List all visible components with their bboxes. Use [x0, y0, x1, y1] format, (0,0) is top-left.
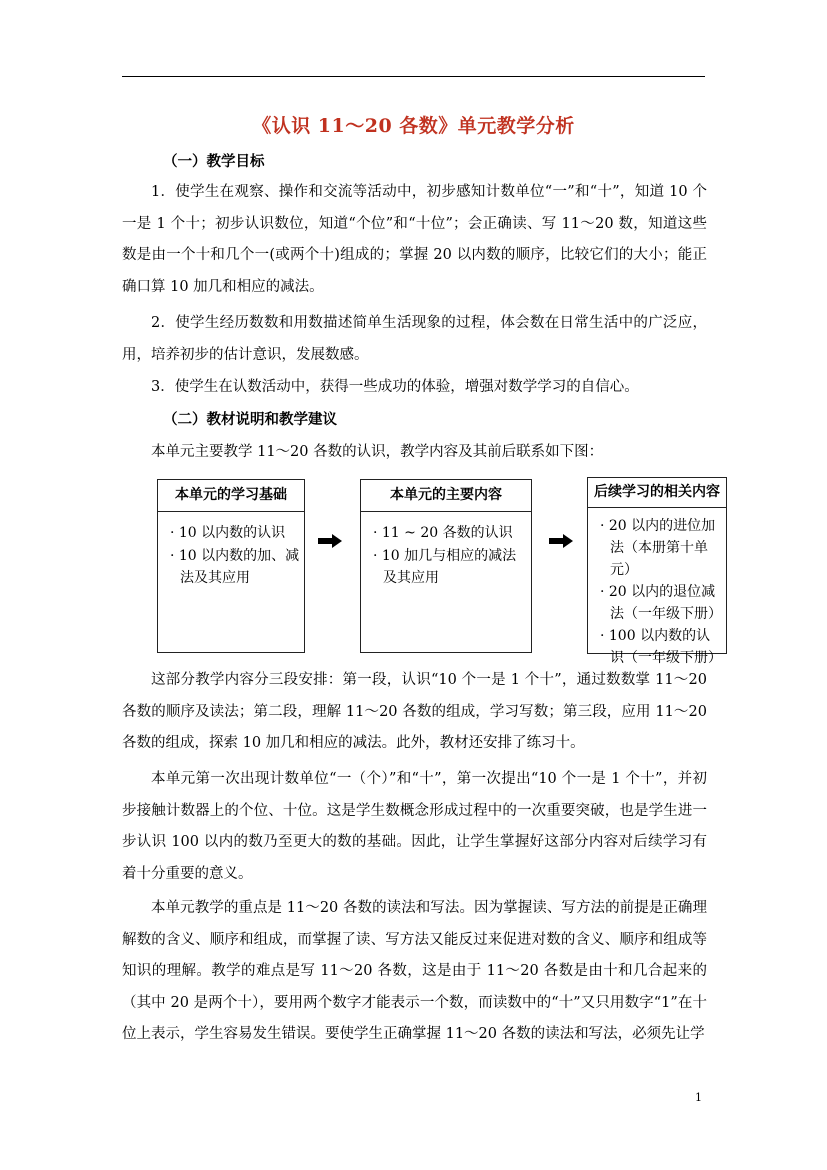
box-learning-basis-item: · 10 以内数的认识: [170, 525, 286, 541]
paragraph-goal-1: 1．使学生在观察、操作和交流等活动中，初步感知计数单位“一”和“十”，知道 10 个一是 1 个十；初步认识数位，知道“个位”和“十位”；会正确读、写 11～20 数，知道这些数是由一个十和几个一(或两个十)组成的；掌握 20 以内数的顺序，比较它们的大小；能正确口算 10 加几和相应的减法。: [122, 184, 707, 295]
paragraph-goal-2: 2．使学生经历数数和用数描述简单生活现象的过程，体会数在日常生活中的广泛应，用，培养初步的估计意识，发展数感。: [122, 315, 707, 363]
arrow-right-icon: [549, 534, 573, 548]
box-main-content-item: · 11 ~ 20 各数的认识: [373, 525, 513, 541]
box-learning-basis-title: 本单元的学习基础: [158, 480, 304, 512]
paragraph-goal-3: 3．使学生在认数活动中，获得一些成功的体验，增强对数学学习的自信心。: [151, 379, 639, 395]
paragraph-counting-unit: 本单元第一次出现计数单位“一（个）”和“十”，第一次提出“10 个一是 1 个十”，并初步接触计数器上的个位、十位。这是学生数概念形成过程中的一次重要突破，也是学生进一步认识 100 以内的数乃至更大的数的基础。因此，让学生掌握好这部分内容对后续学习有着十分重要的意义。: [122, 771, 707, 882]
box-learning-basis-item: · 10 以内数的加、减法及其应用: [170, 547, 300, 586]
arrow-right-icon: [318, 534, 342, 548]
paragraph-key-points: 本单元教学的重点是 11～20 各数的读法和写法。因为掌握读、写方法的前提是正确理解数的含义、顺序和组成，而掌握了读、写方法又能反过来促进对数的含义、顺序和组成等知识的理解。教学的难点是写 11～20 各数，这是由于 11～20 各数是由十和几合起来的（其中 20 是两个十），要用两个数字才能表示一个数，而读数中的“十”又只用数字“1”在十位上表示，学生容易发生错误。要使学生正确掌握 11～20 各数的读法和写法，必须先让学: [122, 900, 707, 1043]
box-main-content-item: · 10 加几与相应的减法及其应用: [373, 547, 517, 586]
box-followup-content-title: 后续学习的相关内容: [588, 478, 726, 508]
box-followup-content: [587, 477, 727, 666]
header-rule: [122, 76, 705, 77]
paragraph-arrangement: 这部分教学内容分三段安排：第一段，认识“10 个一是 1 个十”，通过数数掌 11～20 各数的顺序及读法；第二段，理解 11～20 各数的组成，学习写数；第三段，应用 11～20 各数的组成，探索 10 加几和相应的减法。此外，教材还安排了练习十。: [122, 672, 707, 752]
box-followup-content-item: · 100 以内数的认识（一年级下册）: [600, 628, 722, 666]
paragraph-intro: 本单元主要教学 11～20 各数的认识，教学内容及其前后联系如下图：: [151, 444, 604, 460]
section-heading-goals: （一）教学目标: [163, 153, 265, 170]
box-followup-content-item: · 20 以内的进位加法（本册第十单元）: [600, 518, 716, 578]
box-main-content: [360, 479, 532, 653]
document-title: 《认识 11～20 各数》单元教学分析: [252, 115, 575, 137]
box-learning-basis: [157, 479, 305, 653]
box-main-content-title: 本单元的主要内容: [361, 480, 531, 512]
page-number: 1: [695, 1091, 702, 1104]
box-followup-content-item: · 20 以内的退位减法（一年级下册）: [600, 584, 722, 622]
section-heading-materials: （二）教材说明和教学建议: [163, 411, 337, 428]
